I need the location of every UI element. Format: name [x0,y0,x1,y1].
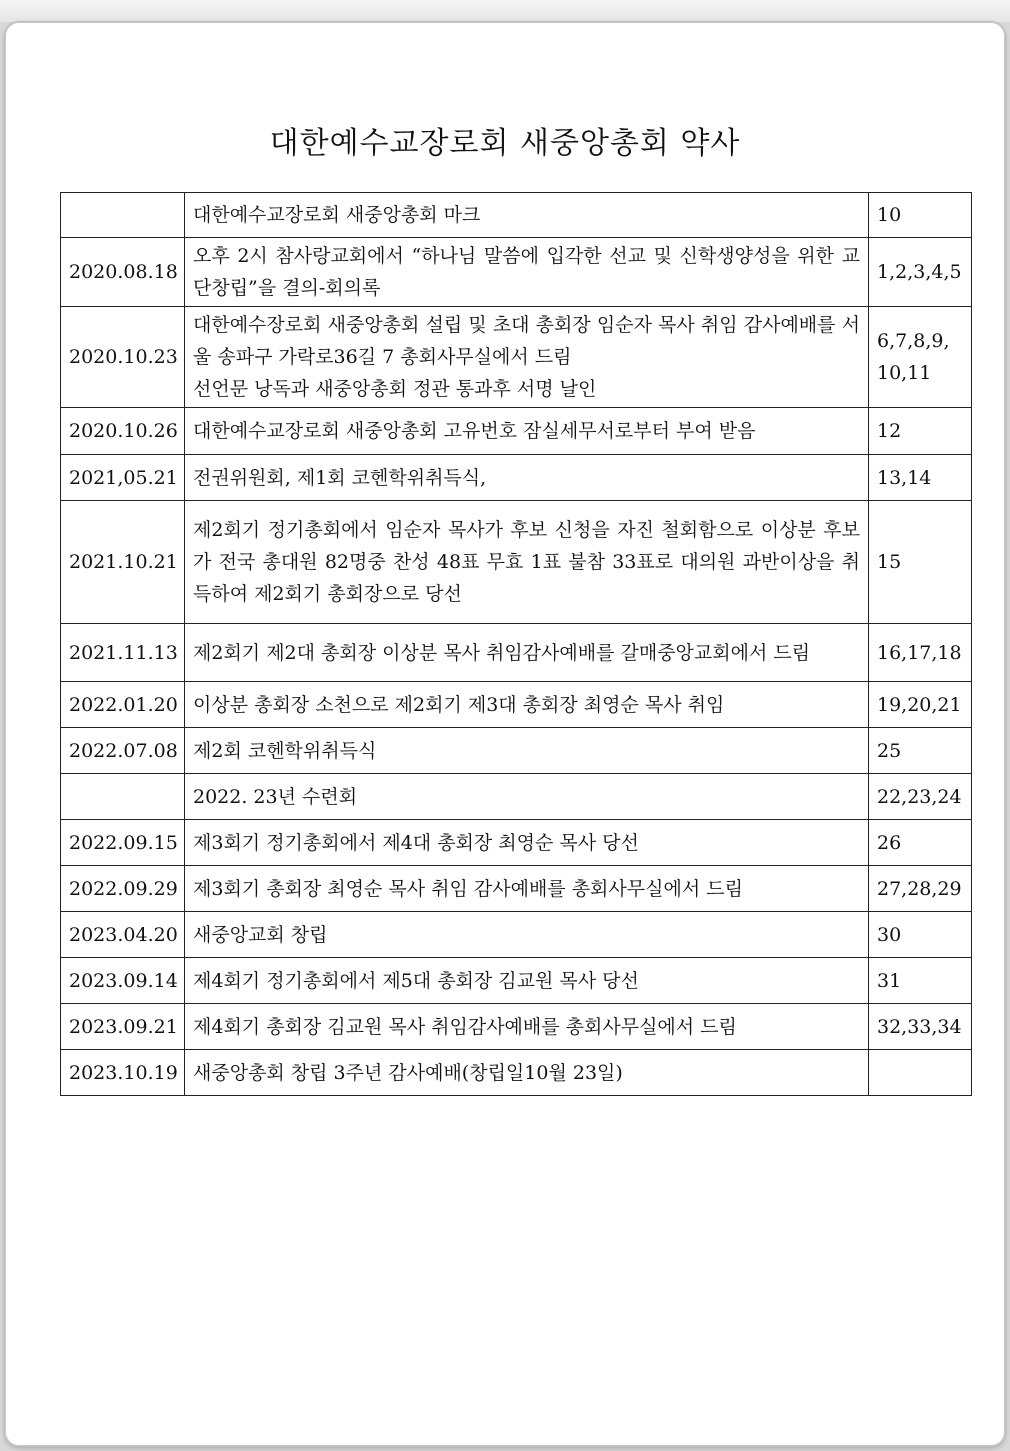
table-row [61,866,972,912]
page-ref-cell: 13,14 [869,455,972,501]
description-cell: 대한예수교장로회 새중앙총회 마크 [185,193,869,238]
page-ref-cell: 22,23,24 [869,774,972,820]
description-cell: 제2회 코헨학위취득식 [185,728,869,774]
description-cell: 새중앙총회 창립 3주년 감사예배(창립일10월 23일) [185,1050,869,1096]
page-ref-cell: 31 [869,958,972,1004]
date-cell [61,193,185,238]
description-cell: 제2회기 정기총회에서 임순자 목사가 후보 신청을 자진 철회함으로 이상분 후보가 전국 총대원 82명중 찬성 48표 무효 1표 불참 33표로 대의원 과반이상을 취득하여 제2회기 총회장으로 당선 [185,501,869,624]
date-cell: 2022.07.08 [61,728,185,774]
description-cell: 제4회기 정기총회에서 제5대 총회장 김교원 목사 당선 [185,958,869,1004]
table-row [61,728,972,774]
page-ref-cell: 16,17,18 [869,624,972,682]
page-ref-cell: 10 [869,193,972,238]
table-row [61,408,972,455]
table-row [61,774,972,820]
table-row [61,193,972,238]
table-row [61,958,972,1004]
date-cell: 2021.11.13 [61,624,185,682]
table-row [61,820,972,866]
description-cell: 오후 2시 참사랑교회에서 “하나님 말씀에 입각한 선교 및 신학생양성을 위한 교단창립”을 결의-회의록 [185,238,869,307]
date-cell: 2022.09.29 [61,866,185,912]
description-cell: 대한예수교장로회 새중앙총회 고유번호 잠실세무서로부터 부여 받음 [185,408,869,455]
date-cell: 2020.10.23 [61,307,185,408]
table-row [61,682,972,728]
page-ref-cell: 30 [869,912,972,958]
table-row [61,307,972,408]
description-cell: 전권위원회, 제1회 코헨학위취득식, [185,455,869,501]
date-cell: 2022.01.20 [61,682,185,728]
date-cell: 2021.10.21 [61,501,185,624]
description-cell: 제3회기 총회장 최영순 목사 취임 감사예배를 총회사무실에서 드림 [185,866,869,912]
date-cell: 2023.09.21 [61,1004,185,1050]
date-cell: 2020.10.26 [61,408,185,455]
table-row [61,501,972,624]
page-ref-cell: 25 [869,728,972,774]
table-row [61,238,972,307]
date-cell [61,774,185,820]
table-row [61,624,972,682]
description-cell: 제3회기 정기총회에서 제4대 총회장 최영순 목사 당선 [185,820,869,866]
page-ref-cell: 26 [869,820,972,866]
history-table-body [61,193,972,1096]
page-ref-cell: 19,20,21 [869,682,972,728]
document-title: 대한예수교장로회 새중앙총회 약사 [269,126,741,161]
table-row [61,1050,972,1096]
page-ref-cell [869,1050,972,1096]
description-cell: 2022. 23년 수련회 [185,774,869,820]
description-cell: 이상분 총회장 소천으로 제2회기 제3대 총회장 최영순 목사 취임 [185,682,869,728]
date-cell: 2020.08.18 [61,238,185,307]
table-row [61,455,972,501]
description-cell: 대한예수장로회 새중앙총회 설립 및 초대 총회장 임순자 목사 취임 감사예배를 서울 송파구 가락로36길 7 총회사무실에서 드림 선언문 낭독과 새중앙총회 정관 통과후 서명 날인 [185,307,869,408]
page-ref-cell: 15 [869,501,972,624]
date-cell: 2023.04.20 [61,912,185,958]
table-row [61,1004,972,1050]
table-row [61,912,972,958]
date-cell: 2023.09.14 [61,958,185,1004]
description-cell: 새중앙교회 창립 [185,912,869,958]
date-cell: 2021,05.21 [61,455,185,501]
date-cell: 2022.09.15 [61,820,185,866]
date-cell: 2023.10.19 [61,1050,185,1096]
page-ref-cell: 12 [869,408,972,455]
description-cell: 제4회기 총회장 김교원 목사 취임감사예배를 총회사무실에서 드림 [185,1004,869,1050]
page-ref-cell: 32,33,34 [869,1004,972,1050]
description-cell: 제2회기 제2대 총회장 이상분 목사 취임감사예배를 갈매중앙교회에서 드림 [185,624,869,682]
page-ref-cell: 27,28,29 [869,866,972,912]
top-strip [0,0,1010,22]
page-ref-cell: 6,7,8,9, 10,11 [869,307,972,408]
page-ref-cell: 1,2,3,4,5 [869,238,972,307]
history-table [60,192,972,1096]
